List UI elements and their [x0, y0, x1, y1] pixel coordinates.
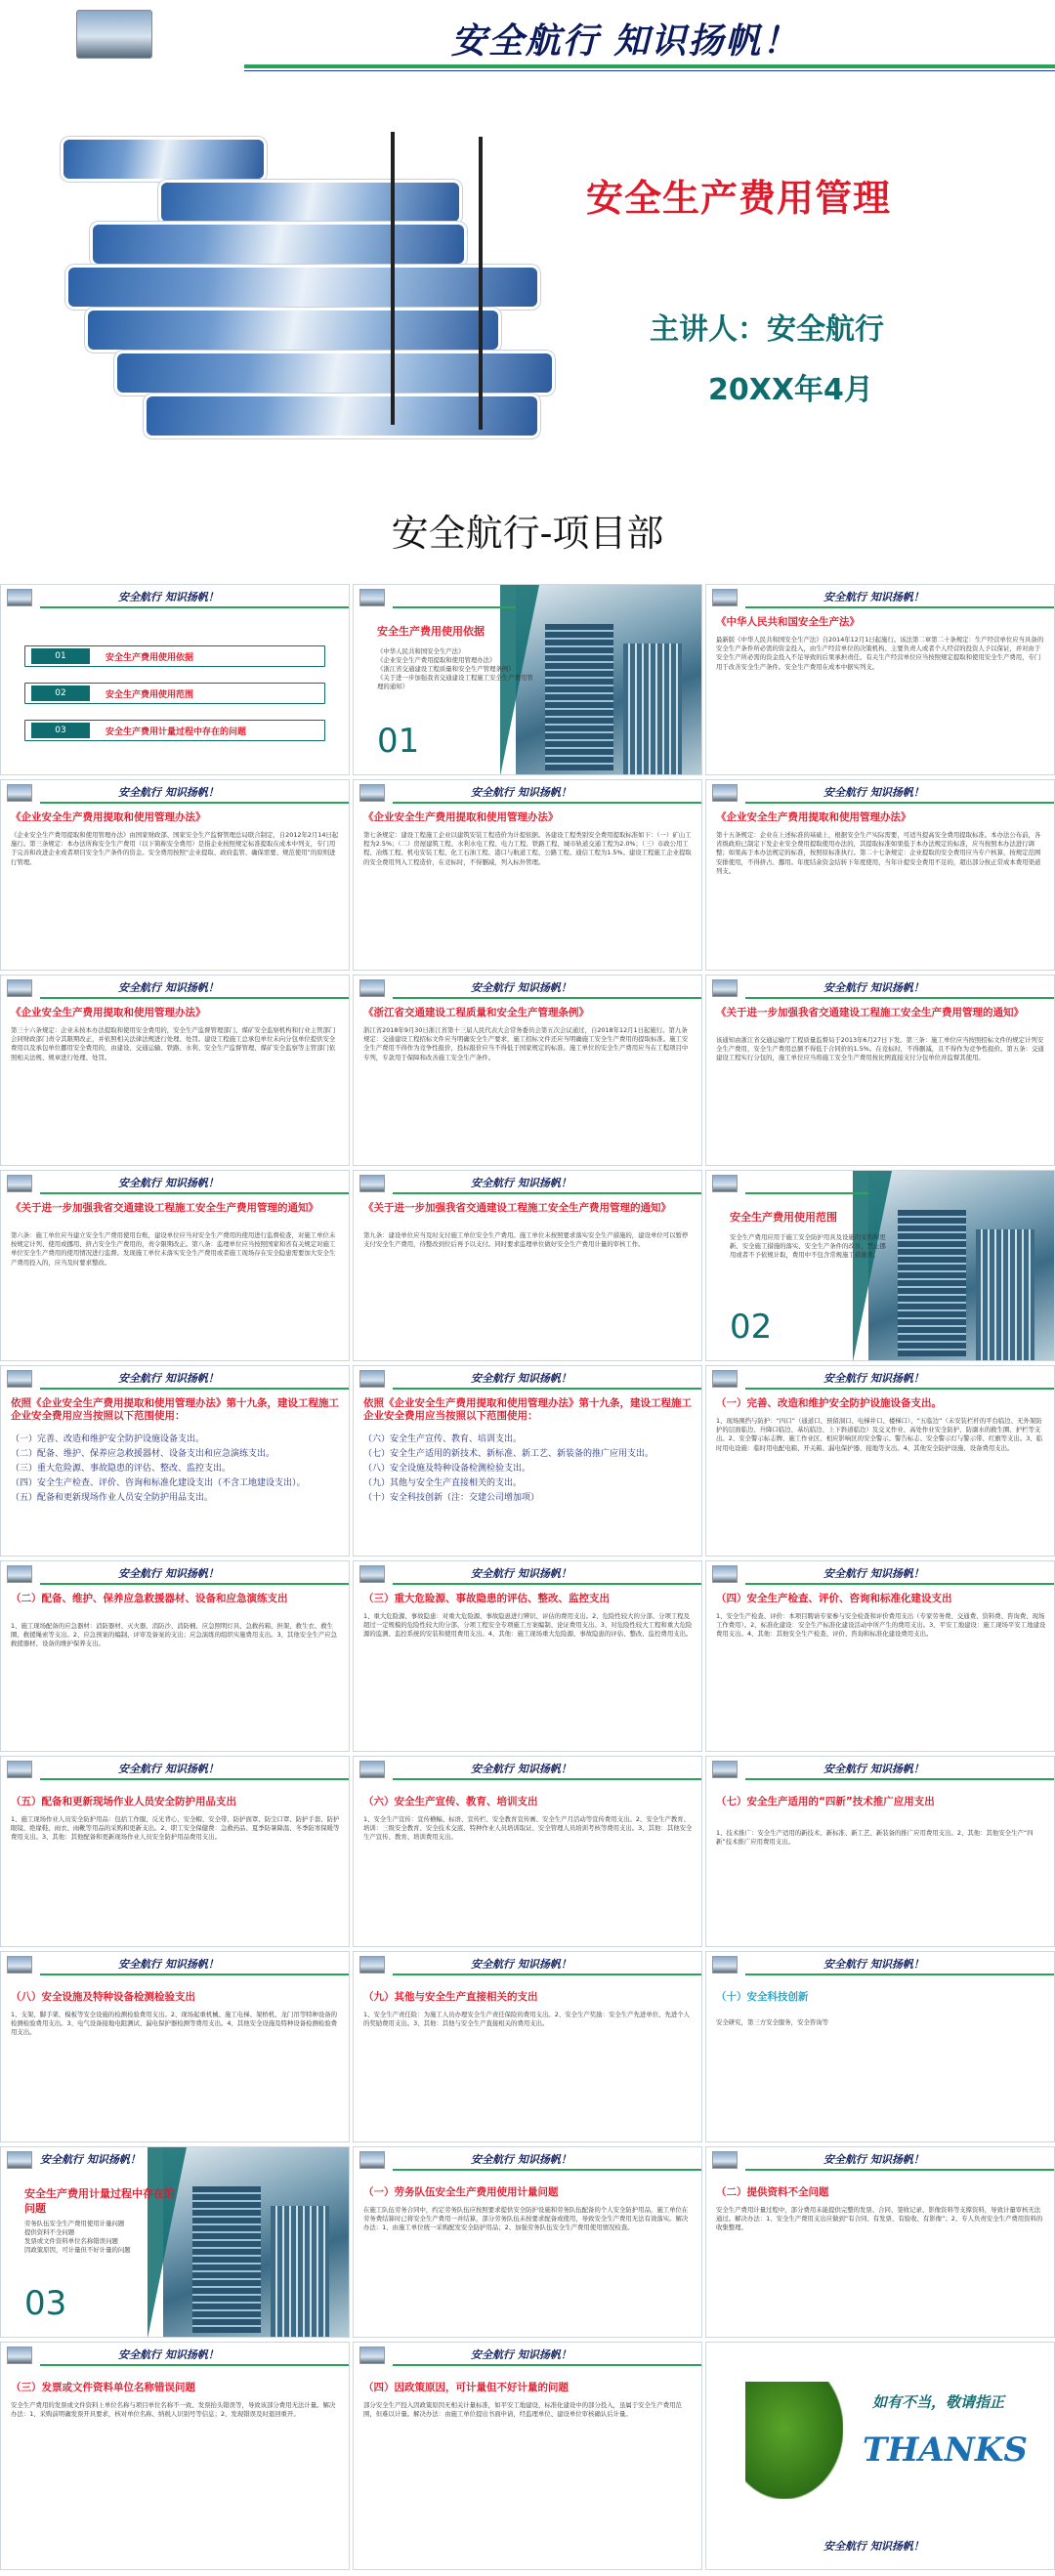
sky-strip: [63, 140, 264, 179]
building-image: [868, 1171, 1054, 1361]
slide-slogan: 安全航行 知识扬帆！: [823, 2153, 924, 2166]
slide-slogan: 安全航行 知识扬帆！: [40, 2153, 141, 2166]
slide-title: （四）因政策原因，可计量但不好计量的问题: [363, 2382, 569, 2393]
toc-number: 01: [31, 648, 90, 664]
slide: [353, 1951, 702, 2142]
thanks-note: 如有不当，敬请指正: [872, 2393, 1005, 2411]
logo-image: [7, 1565, 32, 1583]
slide: [0, 779, 350, 971]
slide-slogan: 安全航行 知识扬帆！: [118, 1177, 219, 1189]
slide-slogan: 安全航行 知识扬帆！: [823, 1372, 924, 1385]
slide-title: （六）安全生产宣传、教育、培训支出: [363, 1796, 538, 1807]
slide-title: （二）提供资料不全问题: [716, 2186, 829, 2198]
slide-slogan: 安全航行 知识扬帆！: [823, 1567, 924, 1580]
logo-image: [7, 589, 32, 606]
toc-number: 03: [31, 723, 90, 738]
slide-title: 《企业安全生产费用提取和使用管理办法》: [11, 1007, 206, 1018]
logo-image: [359, 979, 385, 997]
cover-department: 安全航行-项目部: [391, 512, 664, 555]
slide: [705, 975, 1055, 1166]
section-number: 03: [24, 2284, 67, 2323]
building-image: [163, 2147, 349, 2338]
crane-mast: [479, 137, 483, 430]
section-subtitle: 《中华人民共和国安全生产法》 《企业安全生产费用提取和使用管理办法》 《浙江省交通建设工程质量和安全生产管理条例》 《关于进一步加强我省交通建设工程施工安全生产费用管理的通知》: [377, 647, 533, 690]
slide-title: （五）配备和更新现场作业人员安全防护用品支出: [11, 1796, 236, 1807]
slide-title: （一）劳务队伍安全生产费用使用计量问题: [363, 2186, 559, 2198]
logo-image: [76, 10, 152, 59]
accent-shape: [853, 1171, 892, 1361]
cover-slide: [0, 0, 1055, 478]
slide-slogan: 安全航行 知识扬帆！: [471, 1177, 571, 1189]
slide-title: （八）安全设施及特种设备检测检验支出: [11, 1991, 195, 2003]
leaf-image: [745, 2382, 843, 2499]
sky-strip: [161, 183, 459, 222]
section-number: 01: [377, 722, 420, 761]
slide-body: 1、技术推广：安全生产适用的新技术、新标准、新工艺、新装备的推广应用费用支出。2、其他：其他安全生产“四新”技术推广应用费用支出。: [716, 1829, 1034, 1847]
slide-body: 最新版《中华人民共和国安全生产法》自2014年12月1日起施行。该法第二章第二十条规定：生产经营单位应当具备的安全生产条件所必需的资金投入，由生产经营单位的决策机构、主要负责人或者个人经营的投资人予以保证，并对由于安全生产所必需的资金投入不足导致的后果承担责任。有关生产经营单位应当按照规定提取和使用安全生产费用，专门用于改善安全生产条件。安全生产费用在成本中据实列支。: [716, 636, 1044, 671]
section-subtitle: 劳务队伍安全生产费用使用计量问题 提供资料不全问题 发票或文件资料单位名称错误问题 因政策原因，可计量但不好计量的问题: [24, 2220, 131, 2254]
slide: [353, 1170, 702, 1361]
header-divider: [244, 64, 1055, 68]
slide: [0, 1756, 350, 1947]
sky-strip: [93, 225, 464, 264]
thanks-slogan: 安全航行 知识扬帆！: [823, 2540, 924, 2553]
slide-slogan: 安全航行 知识扬帆！: [471, 981, 571, 994]
slide-body: 1、施工现场作业人员安全防护用品：包括工作服、反光背心、安全帽、安全带、防护面罩、防尘口罩、防护手套、防护眼镜、绝缘鞋、雨衣、雨靴等用品的采购和更新支出。2、职工安全保健费：急救药品、夏季防暑降温、冬季防寒保暖等费用支出。3、其他：其他配备和更新现场作业人员安全防护用品费用支出。: [11, 1815, 340, 1842]
slide-body: 安全研究，第三方安全服务，安全咨询等: [716, 2018, 829, 2026]
slide-title: （九）其他与安全生产直接相关的支出: [363, 1991, 538, 2003]
sky-strip: [68, 268, 537, 307]
slide-slogan: 安全航行 知识扬帆！: [118, 786, 219, 799]
slide: [705, 1365, 1055, 1557]
slide-title: （三）发票或文件资料单位名称错误问题: [11, 2382, 195, 2393]
slide-title: （七）安全生产适用的“四新”技术推广应用支出: [716, 1796, 935, 1807]
slide-slogan: 安全航行 知识扬帆！: [471, 786, 571, 799]
slide-body: 1、支架、脚手架、模板等安全设施的检测检验费用支出。2、现场起重机械、施工电梯、架桥机、龙门吊等特种设备的检测检验费用支出。3、电气设备接地电阻测试、漏电保护器检测等费用支出。4、其他安全设施及特种设备检测检验费用支出。: [11, 2011, 338, 2037]
slide-title: 《企业安全生产费用提取和使用管理办法》: [716, 811, 911, 823]
logo-image: [712, 1175, 738, 1192]
section-subtitle: 安全生产费用应用于施工安全防护用具及设施的采购和更新、安全施工措施的落实、安全生产条件的改善，禁止挪用或者不予依规计取，费用中不包含常规施工措施费。: [730, 1233, 886, 1259]
slide-title: 依照《企业安全生产费用提取和使用管理办法》第十九条，建设工程施工企业安全费用应当按照以下范围使用：: [11, 1397, 339, 1422]
slide-body: 第六条：施工单位应当建立安全生产费用使用台账，建设单位应当对安全生产费用的使用进行监督检查，对施工单位未按规定计列、使用或挪用、挤占安全生产费用的，责令限期改正。第八条：监理单位应当按照国家和省有关规定对施工单位安全生产费用的使用情况进行监督。发现施工单位未落实安全生产费用或者施工现场存在安全隐患需要加大安全生产费用投入的，应当及时要求整改。: [11, 1231, 336, 1267]
slide: [0, 1951, 350, 2142]
logo-image: [359, 589, 385, 606]
toc-item[interactable]: [24, 720, 325, 741]
header-divider-thin: [244, 70, 1055, 71]
slide-title: 《关于进一步加强我省交通建设工程施工安全生产费用管理的通知》: [11, 1202, 318, 1214]
slide-slogan: 安全航行 知识扬帆！: [823, 786, 924, 799]
logo-image: [712, 2151, 738, 2169]
slide-body: （六）安全生产宣传、教育、培训支出。 （七）安全生产适用的新技术、新标准、新工艺、新装备的推广应用支出。 （八）安全设施及特种设备检测检验支出。 （九）其他与安全生产直接相关的支出。 （十）安全科技创新（注：交建公司增加项）: [363, 1434, 654, 1503]
slide-body: （一）完善、改造和维护安全防护设施设备支出。 （二）配备、维护、保养应急救援器材、设备支出和应急演练支出。 （三）重大危险源、事故隐患的评估、整改、监控支出。 （四）安全生产检查、评价、咨询和标准化建设支出（不含工地建设支出）。 （五）配备和更新现场作业人员安全防护用品支出。: [11, 1434, 306, 1503]
slide-slogan: 安全航行 知识扬帆！: [823, 1763, 924, 1775]
slide-section-1: [353, 584, 702, 775]
logo-image: [359, 784, 385, 802]
slide-slogan: 安全航行 知识扬帆！: [118, 2348, 219, 2361]
slide: [353, 975, 702, 1166]
slide-thanks: [705, 2342, 1055, 2570]
slide-title: 《关于进一步加强我省交通建设工程施工安全生产费用管理的通知》: [716, 1007, 1024, 1018]
slide-slogan: 安全航行 知识扬帆！: [471, 2348, 571, 2361]
crane-mast: [391, 132, 395, 425]
slide: [0, 975, 350, 1166]
slide-slogan: 安全航行 知识扬帆！: [118, 1763, 219, 1775]
slide-body: 第三十六条规定：企业未按本办法提取和使用安全费用的，安全生产监督管理部门、煤矿安全监察机构和行业主管部门会同财政部门责令其限期改正，并依照相关法律法规进行处理、处罚。建设工程施工总承包单位未向分包单位提供安全费用以及承包单位挪用安全费用的，由建设、交通运输、铁路、水利、安全生产监督管理、煤矿安全监察等主管部门依照相关法规、规章进行处理、处罚。: [11, 1026, 336, 1061]
slide-title: 依照《企业安全生产费用提取和使用管理办法》第十九条，建设工程施工企业安全费用应当按照以下范围使用：: [363, 1397, 692, 1422]
logo-image: [7, 2151, 32, 2169]
slide-title: （四）安全生产检查、评价、咨询和标准化建设支出: [716, 1593, 952, 1604]
slide-body: 第七条规定：建设工程施工企业以建筑安装工程造价为计提依据。各建设工程类别安全费用提取标准如下：（一）矿山工程为2.5%；（二）房屋建筑工程、水利水电工程、电力工程、铁路工程、城市轨道交通工程为2.0%；（三）市政公用工程、冶炼工程、机电安装工程、化工石油工程、港口与航道工程、公路工程、通信工程为1.5%。建设工程施工企业提取的安全费用列入工程造价，在竞标时，不得删减，列入标外管理。: [363, 831, 692, 866]
slide-slogan: 安全航行 知识扬帆！: [471, 1958, 571, 1971]
slide-slogan: 安全航行 知识扬帆！: [118, 1958, 219, 1971]
slide-slogan: 安全航行 知识扬帆！: [471, 1763, 571, 1775]
slide: [705, 584, 1055, 775]
slide: [705, 1560, 1055, 1752]
slide: [705, 1756, 1055, 1947]
section-number: 02: [730, 1308, 773, 1347]
cover-title: 安全生产费用管理: [586, 177, 892, 220]
section-title: 安全生产费用使用范围: [730, 1211, 837, 1224]
slide-body: 1、施工现场配备的应急器材：消防器材、灭火器、消防沙、消防桶、应急照明灯具、急救药箱、担架、救生衣、救生圈、救援绳索等支出。2、应急预案的编制、评审及备案的支出；应急演练的组织实施费用支出。3、其他安全生产应急救援器材、设备的维护保养支出。: [11, 1622, 338, 1648]
toc-item[interactable]: [24, 645, 325, 667]
slide-body: 第九条：建设单位应当及时支付施工单位安全生产费用。施工单位未按照要求落实安全生产措施的，建设单位可以暂停支付安全生产费用，待整改到位后再予以支付。同时要求监理单位做好安全生产费用计量的审核工作。: [363, 1231, 689, 1249]
logo-image: [359, 2347, 385, 2364]
slide: [0, 2342, 350, 2570]
slide: [0, 1365, 350, 1557]
slide: [353, 2342, 702, 2570]
slide-toc: [0, 584, 350, 775]
slide-slogan: 安全航行 知识扬帆！: [118, 591, 219, 603]
slide: [0, 1560, 350, 1752]
slide-title: （二）配备、维护、保养应急救援器材、设备和应急演练支出: [11, 1593, 288, 1604]
slide-title: 《企业安全生产费用提取和使用管理办法》: [363, 811, 559, 823]
toc-number: 02: [31, 686, 90, 701]
logo-image: [712, 1370, 738, 1388]
cover-speaker: 主讲人：安全航行: [650, 312, 884, 347]
slide-body: 1、现场围挡与防护：“四口”（通道口、预留洞口、电梯井口、楼梯口）、“五临边”（未安装栏杆的平台临边、无外架防护的层面临边、升降口临边、基坑临边、上下斜道临边）及交叉作业、高处作业安全防护、防溺水的救生圈、护栏等支出。2、安全警示标志牌、施工作业区、相应影响区的安全警示、警告标志、安全警示灯与警示带、红旗等支出。3、临时用电设施：临时用电配电箱、开关箱、漏电保护器、接地等支出。4、其他安全防护设施、设备费用支出。: [716, 1417, 1043, 1452]
slide-body: 该通知由浙江省交通运输厅工程质量监督局于2013年6月27日下发。第三条：施工单位应当按照招标文件的规定计列安全生产费用，安全生产费用总额不得低于合同价的1.5%。在竞标时，不得删减，且不得作为竞争性报价。第五条：交通建设工程实行分包的，施工单位应当将施工安全生产费用按比例直接支付分包单位并监督其使用。: [716, 1036, 1044, 1062]
slide-title: 《关于进一步加强我省交通建设工程施工安全生产费用管理的通知》: [363, 1202, 671, 1214]
slide-body: 1、重大危险源、事故隐患：对重大危险源、事故隐患进行辨识、评估的费用支出。2、危险性较大的分部、分项工程及超过一定规模的危险性较大的分部、分项工程安全专项施工方案编制、论证费用支出。3、对危险性较大工程和重大危险源的监测、监控系统的安装和使用费用支出。4、其他：施工现场重大危险源、事故隐患的评估、整改、监控费用支出。: [363, 1612, 693, 1639]
slide: [353, 1365, 702, 1557]
logo-image: [7, 1175, 32, 1192]
slide-body: 部分安全生产投入因政策原因无相关计量标准，如平安工地建设、标准化建设中的部分投入，虽属于安全生产费用范围，但难以计量。解决办法：由施工单位提出书面申请，经监理单位、建设单位审核确认后计量。: [363, 2401, 682, 2419]
slide-body: 1、安全生产检查、评价：本项目聘请专家参与安全检查和评价费用支出（专家劳务费、交通费、资料费、咨询费、现场工作费用）。2、标准化建设：安全生产标准化建设活动中所产生的费用支出。3、平安工地建设：施工现场平安工地建设费用支出。4、其他：其他安全生产检查、评价、咨询和标准化建设费用支出。: [716, 1612, 1046, 1639]
logo-image: [359, 1956, 385, 1974]
slide-title: （三）重大危险源、事故隐患的评估、整改、监控支出: [363, 1593, 610, 1604]
slide-title: （十）安全科技创新: [716, 1991, 809, 2003]
logo-image: [712, 784, 738, 802]
slide-title: 《中华人民共和国安全生产法》: [716, 616, 860, 628]
slide: [353, 1756, 702, 1947]
slide-body: 第十五条规定：企业在上述标准的基础上，根据安全生产实际需要，可适当提高安全费用提取标准。本办法公布前，各省级政府已制定下发企业安全费用提取使用办法的，其提取标准如果低于本办法规定的标准，应当按照本办法进行调整；如果高于本办法规定的标准，按照原标准执行。第二十七条规定：企业提取的安全费用应当专户核算，按规定范围安排使用，不得挤占、挪用。年度结余资金结转下年度使用，当年计提安全费用不足的，超出部分按正常成本费用渠道列支。: [716, 831, 1041, 875]
slide-slogan: 安全航行 知识扬帆！: [118, 1372, 219, 1385]
slide-title: 《浙江省交通建设工程质量和安全生产管理条例》: [363, 1007, 589, 1018]
toc-label: 安全生产费用计量过程中存在的问题: [106, 727, 247, 737]
logo-image: [359, 1175, 385, 1192]
logo-image: [359, 1565, 385, 1583]
slide-section-2: [705, 1170, 1055, 1361]
toc-item[interactable]: [24, 683, 325, 704]
slide-slogan: 安全航行 知识扬帆！: [118, 1567, 219, 1580]
slide: [705, 1951, 1055, 2142]
slide-slogan: 安全航行 知识扬帆！: [471, 1567, 571, 1580]
logo-image: [712, 979, 738, 997]
logo-image: [7, 1956, 32, 1974]
thanks-title: THANKS: [863, 2431, 1028, 2470]
slide: [705, 2146, 1055, 2338]
slide-body: 《企业安全生产费用提取和使用管理办法》由国家财政部、国家安全生产监督管理总局联合制定，自2012年2月14日起施行。第三条规定：本办法所称安全生产费用（以下简称安全费用）是指企业按照规定标准提取在成本中列支，专门用于完善和改进企业或者项目安全生产条件的资金。安全费用按照“企业提取、政府监管、确保需要、规范使用”的原则进行管理。: [11, 831, 339, 866]
logo-image: [712, 1956, 738, 1974]
logo-image: [712, 589, 738, 606]
slide-title: （一）完善、改造和维护安全防护设施设备支出。: [716, 1397, 942, 1409]
slide-slogan: 安全航行 知识扬帆！: [823, 1958, 924, 1971]
logo-image: [7, 979, 32, 997]
logo-image: [712, 1761, 738, 1778]
logo-image: [7, 1370, 32, 1388]
section-title: 安全生产费用使用依据: [377, 625, 485, 638]
slide: [353, 1560, 702, 1752]
slide: [0, 1170, 350, 1361]
logo-image: [7, 2347, 32, 2364]
slide: [353, 779, 702, 971]
logo-image: [359, 1370, 385, 1388]
slide: [705, 779, 1055, 971]
section-title: 安全生产费用计量过程中存在的问题: [24, 2187, 175, 2215]
slide-section-3: [0, 2146, 350, 2338]
slide-body: 1、安全生产宣传：宣传横幅、标语、宣传栏、安全教育宣传画、安全生产月活动等宣传费用支出。2、安全生产教育、培训：三级安全教育、安全技术交底、特种作业人员培训取证、安全管理人员培训考核等费用支出。3、其他：其他安全生产宣传、教育、培训费用支出。: [363, 1815, 693, 1842]
slide-slogan: 安全航行 知识扬帆！: [471, 1372, 571, 1385]
slide-body: 安全生产费用计量过程中，部分费用未能提供完整的发票、合同、签收记录、影像资料等支撑资料，导致计量审核无法通过。解决办法：1、安全生产费用支出应做到“有合同、有发票、有验收、有影像”；2、专人负责安全生产费用资料的收集整理。: [716, 2206, 1043, 2232]
slide-body: 1、安全生产责任险：为施工人员办理安全生产责任保险的费用支出。2、安全生产奖励：安全生产先进单位、先进个人的奖励费用支出。3、其他：其他与安全生产直接相关的费用支出。: [363, 2011, 691, 2028]
slide-body: 浙江省2018年9月30日浙江省第十三届人民代表大会常务委员会第五次会议通过，自2018年12月1日起施行。第九条规定：交通建设工程招标文件应当明确安全生产要求，施工招标文件还应当明确施工安全生产费用的提取标准。施工安全生产费用不得作为竞争性报价，投标报价应当不得低于国家规定的标准。施工单位的安全生产费用应当在工程项目中专列，专款用于保障和改善施工安全生产条件。: [363, 1026, 689, 1061]
slide-slogan: 安全航行 知识扬帆！: [823, 591, 924, 603]
logo-image: [7, 1761, 32, 1778]
sky-strip: [88, 311, 498, 350]
logo-image: [359, 2151, 385, 2169]
slide-slogan: 安全航行 知识扬帆！: [471, 2153, 571, 2166]
sky-strip: [117, 353, 552, 393]
slide-slogan: 安全航行 知识扬帆！: [823, 981, 924, 994]
toc-label: 安全生产费用使用范围: [106, 690, 194, 700]
logo-image: [359, 1761, 385, 1778]
slide-slogan: 安全航行 知识扬帆！: [118, 981, 219, 994]
slide-body: 在施工队伍劳务合同中，约定劳务队伍应按照要求提供安全防护设施和劳务队伍配备的个人安全防护用品，施工单位在劳务费结算时已将安全生产费用一并结算，部分劳务队伍未按要求配备或使用，导致安全生产费用无法有效落实。解决办法：1、由施工单位统一采购配发安全防护用品；2、加强劳务队伍安全生产费用使用情况检查。: [363, 2206, 689, 2232]
slide-title: 《企业安全生产费用提取和使用管理办法》: [11, 811, 206, 823]
cover-slogan: 安全航行 知识扬帆！: [450, 21, 800, 62]
toc-label: 安全生产费用使用依据: [106, 653, 194, 663]
cover-date: 20XX年4月: [708, 373, 873, 407]
building-image: [516, 585, 701, 775]
slide: [353, 2146, 702, 2338]
logo-image: [7, 784, 32, 802]
logo-image: [712, 1565, 738, 1583]
slide-body: 安全生产费用的发票或文件资料上单位名称与项目单位名称不一致、发票抬头错误等，导致该部分费用无法计量。解决办法：1、采购前明确发票开具要求，核对单位名称、纳税人识别号等信息；2、发现错误及时退回重开。: [11, 2401, 336, 2419]
